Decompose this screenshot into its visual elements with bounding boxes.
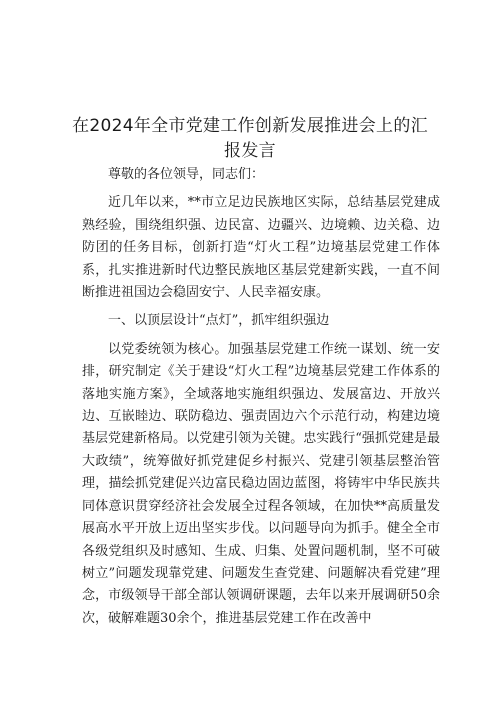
document-body	[82, 164, 440, 636]
document-title: 在2024年全市党建工作创新发展推进会上的汇报发言	[72, 116, 428, 161]
paragraph-section-1: 以党委统领为核心。加强基层党建工作统一谋划、统一安排，研究制定《关于建设“灯火工程”边境基层党建工作体系的落地实施方案》，全域落地实施组织强边、发展富边、开放兴边、互嵌睦边、联防稳边、强责固边六个示范行动，构建边境基层党建新格局。以党建引领为关键。忠实践行“强抓党建是最大政绩”，统筹做好抓党建促乡村振兴、党建引领基层整治管理，描绘抓党建促兴边富民稳边固边蓝图，将铸牢中华民族共同体意识贯穿经济社会发展全过程各领域，在加快**高质量发展高水平开放上迈出坚实步伐。以问题导向为抓手。健全全市各级党组织及时感知、生成、归集、处置问题机制，坚不可破树立”问题发现靠党建、问题发生查党建、问题解决看党建”理念，市级领导干部全部认领调研课题，去年以来开展调研50余次，破解难题30余个，推进基层党建工作在改善中	[82, 341, 440, 626]
greeting-line: 尊敬的各位领导，同志们：	[108, 167, 265, 182]
paragraph-intro: 近几年以来，**市立足边民族地区实际，总结基层党建成熟经验，围绕组织强、边民富、边疆兴、边境赖、边关稳、边防团的任务目标，创新打造“灯火工程”边境基层党建工作体系，扎实推进新时代边整民族地区基层党建新实践，一直不间断推进祖国边会稳固安宁、人民幸福安康。	[82, 195, 440, 301]
section-heading-1: 一、以顶层设计“点灯”，抓牢组织强边	[108, 313, 330, 329]
